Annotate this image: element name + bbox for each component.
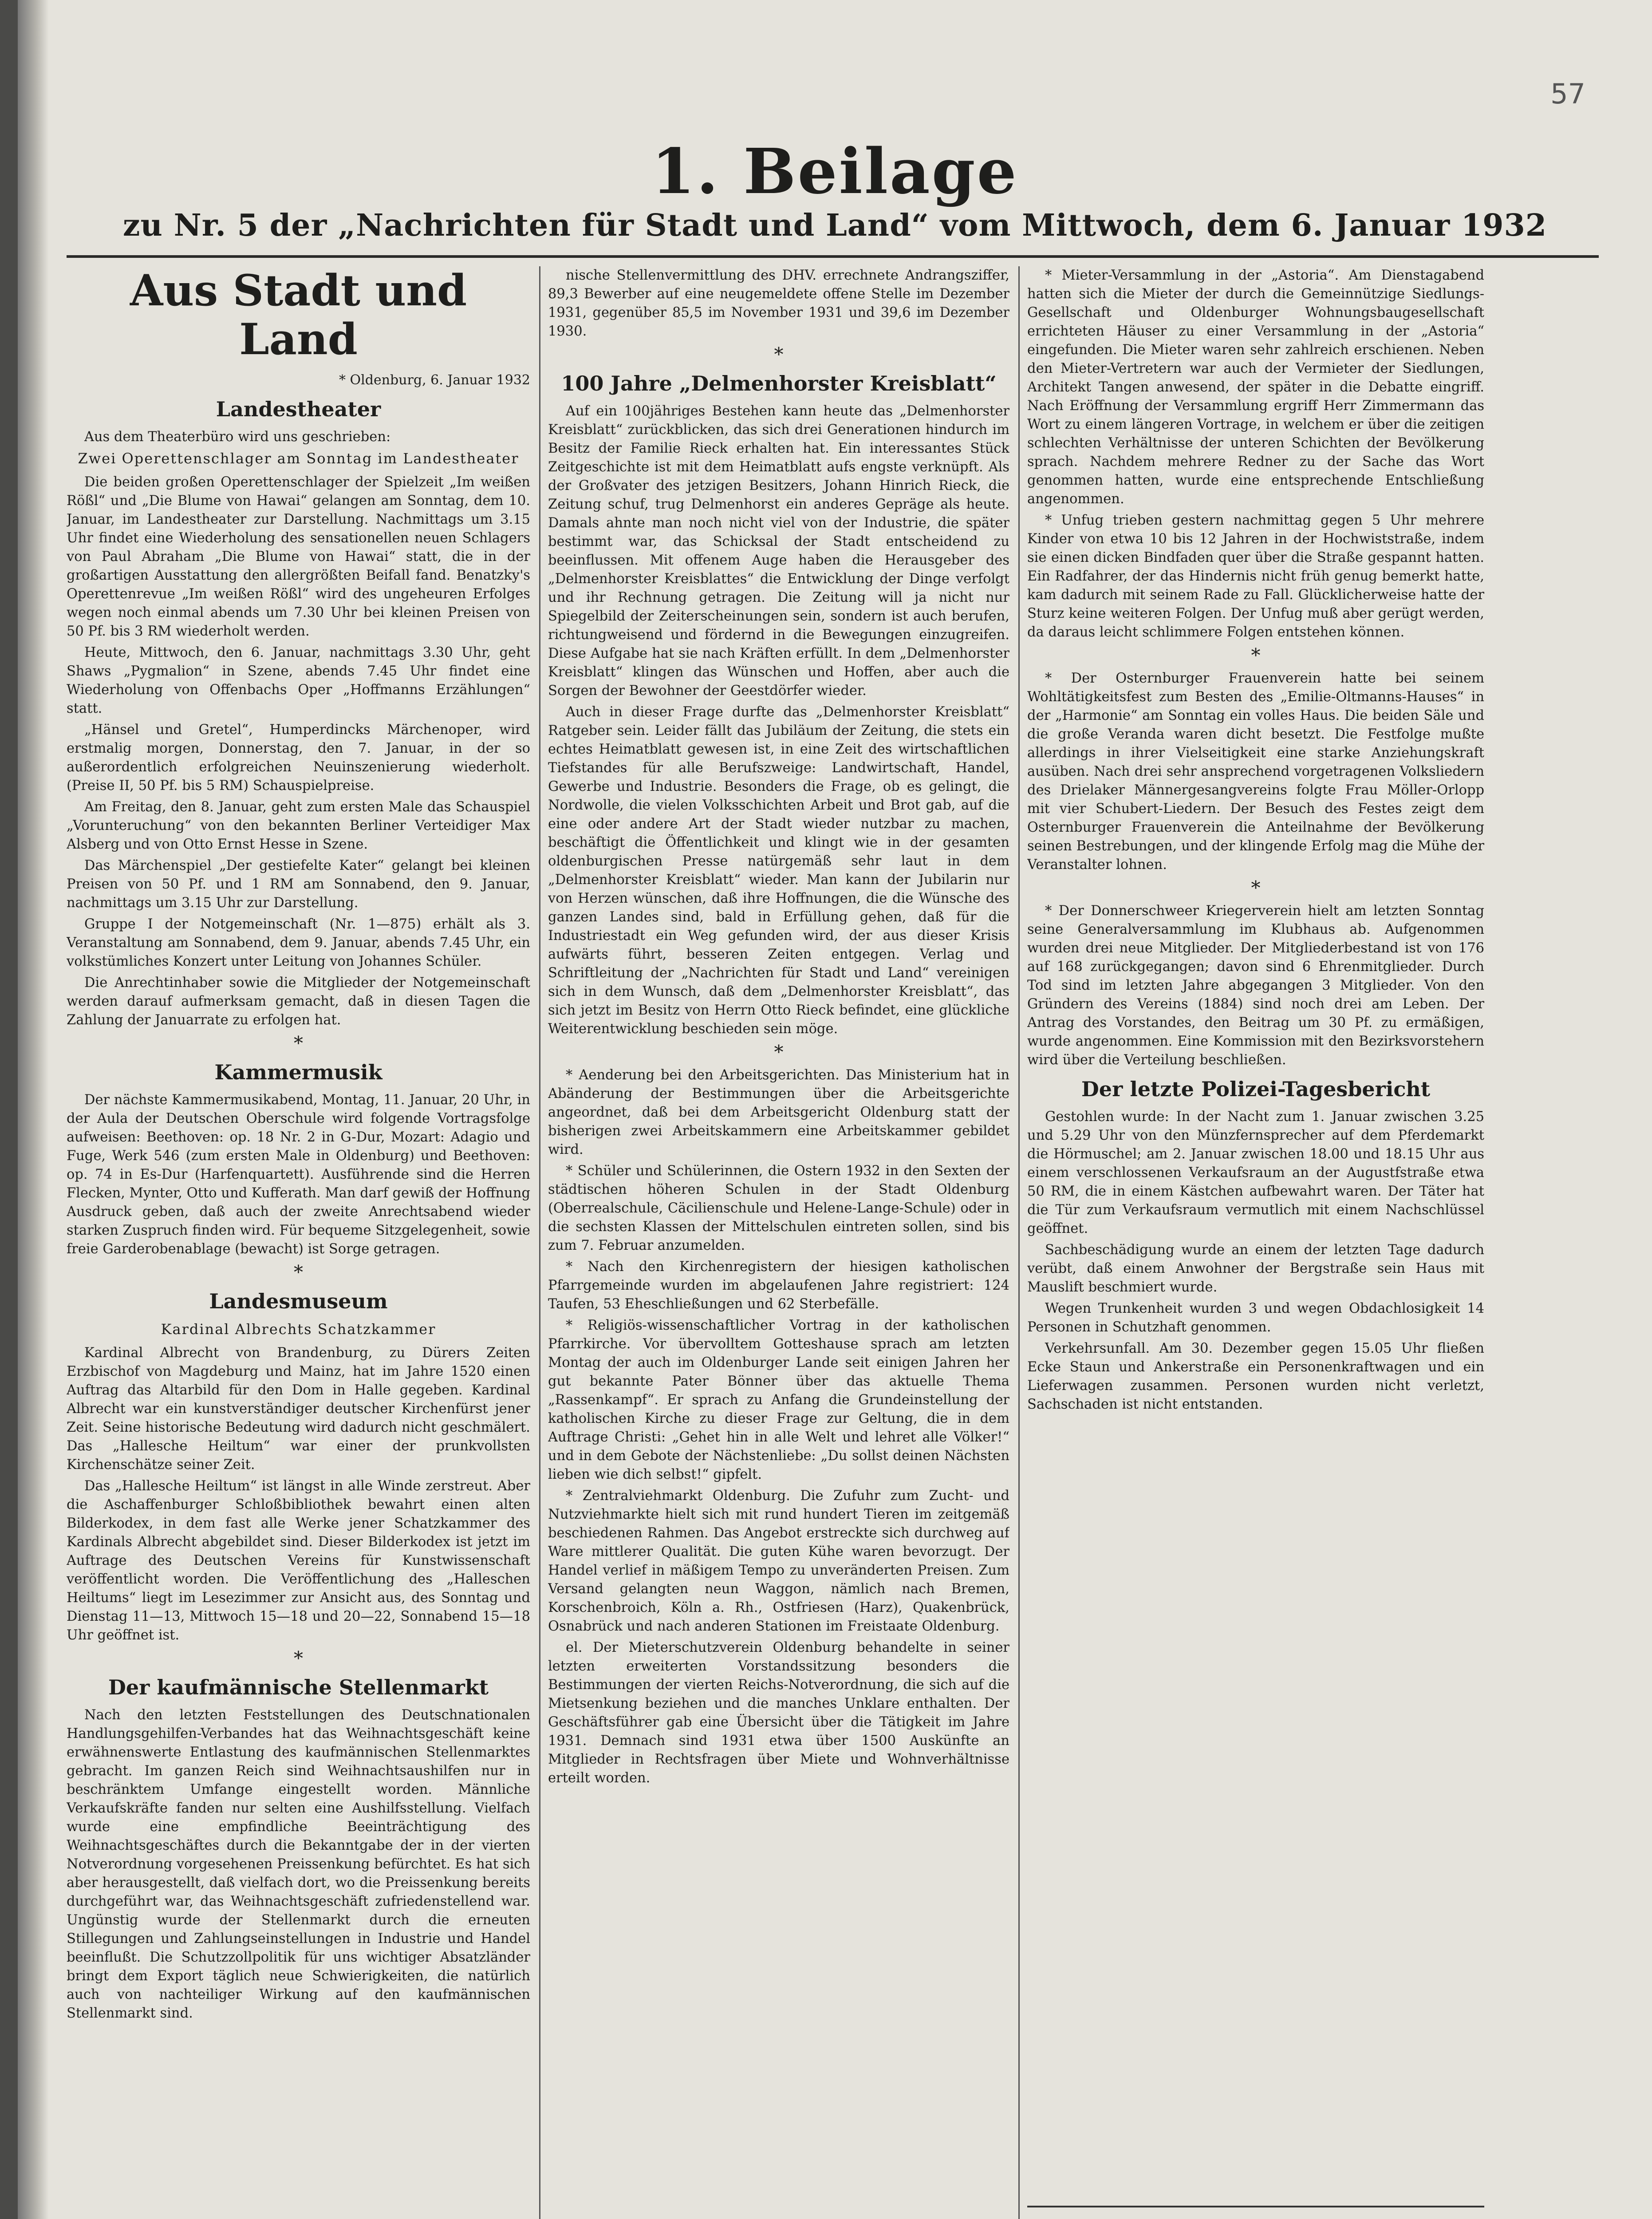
separator-star: *: [294, 1261, 303, 1283]
separator-star: *: [1251, 644, 1261, 666]
article-paragraph: Die beiden großen Operettenschlager der Spielzeit „Im weißen Rößl“ und „Die Blume von Hawai“ gelangen am Sonntag, dem 10. Januar, im Landestheater zur Darstellung. Nachmittags um 3.15 Uhr findet eine Wiederholung des sensationellen neuen Schlagers von Paul Abraham „Die Blume von Hawai“ statt, die in der großartigen Ausstattung den allergrößten Beifall fand. Benatzky's Operettenrevue „Im weißen Rößl“ wird des ungeheuren Erfolges wegen noch einmal abends um 7.30 Uhr bei kleinen Preisen von 50 Pf. bis 3 RM wiederholt werden.: [67, 474, 530, 639]
article-paragraph: Auch in dieser Frage durfte das „Delmenhorster Kreisblatt“ Ratgeber sein. Leider fällt das Jubiläum der Zeitung, die stets ein echtes Heimatblatt gewesen ist, in eine Zeit des wirtschaftlichen Tiefstandes für alle Berufszweige: Landwirtschaft, Handel, Gewerbe und Industrie. Besonders die Frage, ob es gelingt, die Nordwolle, die vielen Volksschichten Arbeit und Brot gab, auf die eine oder andere Art der Stadt wieder nutzbar zu machen, beschäftigt die Öffentlichkeit und klingt wie in der gesamten oldenburgischen Presse natürgemäß sehr laut in dem „Delmenhorster Kreisblatt“ wieder. Man kann der Jubilarin nur von Herzen wünschen, daß ihre Hoffnungen, die die Wünsche des ganzen Landes sind, bald in Erfüllung gehen, daß für die Industriestadt ein Weg gefunden wird, der aus dieser Krisis aufwärts führt, besseren Zeiten entgegen. Verlag und Schriftleitung der „Nachrichten für Stadt und Land“ vereinigen sich in dem Wunsch, daß dem „Delmenhorster Kreisblatt“, das sich jetzt im Besitz von Herrn Otto Rieck befindet, eine glückliche Weiterentwicklung beschieden sein möge.: [548, 704, 1009, 1037]
article-paragraph: Der nächste Kammermusikabend, Montag, 11. Januar, 20 Uhr, in der Aula der Deutschen Oberschule wird folgende Vortragsfolge aufweisen: Beethoven: op. 18 Nr. 2 in G-Dur, Mozart: Adagio und Fuge, Werk 546 (zum ersten Male in Oldenburg) und Beethoven: op. 74 in Es-Dur (Harfenquartett). Ausführende sind die Herren Flecken, Mynter, Otto und Kufferath. Man darf gewiß der Hoffnung Ausdruck geben, daß auch der zweite Anrechtsabend wieder starken Zuspruch finden wird. Für bequeme Sitzgelegenheit, sowie freie Garderobenablage (bewacht) ist Sorge getragen.: [67, 1092, 530, 1257]
heading-stellenmarkt: Der kaufmännische Stellenmarkt: [108, 1675, 489, 1699]
article-paragraph: Gestohlen wurde: In der Nacht zum 1. Januar zwischen 3.25 und 5.29 Uhr von den Münzfernsprecher auf dem Pferdemarkt die Hörmuschel; am 2. Januar zwischen 18.00 und 18.15 Uhr aus einem verschlossenen Verkaufsraum an der Augustfstraße etwa 50 RM, die in einem Kästchen aufbewahrt waren. Der Täter hat die Tür zum Verkaufsraum vermutlich mit einem Nachschlüssel geöffnet.: [1027, 1109, 1484, 1236]
article-paragraph: el. Der Mieterschutzverein Oldenburg behandelte in seiner letzten erweiterten Vorstandssitzung besonders die Bestimmungen der vierten Reichs-Notverordnung, die sich auf die Mietsenkung beziehen und die manches Unklare enthalten. Der Geschäftsführer gab eine Übersicht über die Tätigkeit im Jahre 1931. Demnach sind 1931 etwa über 1500 Auskünfte an Mitglieder in Rechtsfragen über Miete und Wohnverhältnisse erteilt worden.: [548, 1640, 1009, 1786]
article-paragraph: Sachbeschädigung wurde an einem der letzten Tage dadurch verübt, daß einem Anwohner der Bergstraße sein Haus mit Mauslift beschmiert wurde.: [1027, 1242, 1484, 1295]
section-title: Aus Stadt und Land: [130, 266, 467, 364]
article-paragraph: „Hänsel und Gretel“, Humperdincks Märchenoper, wird erstmalig morgen, Donnerstag, den 7. Januar, in der so außerordentlich erfolgreichen Neuinszenierung wiederholt. (Preise II, 50 Pf. bis 5 RM) Schauspielpreise.: [67, 722, 530, 794]
article-paragraph: * Nach den Kirchenregistern der hiesigen katholischen Pfarrgemeinde wurden im abgelaufenen Jahre registriert: 124 Taufen, 53 Eheschließungen und 62 Sterbefälle.: [548, 1259, 1009, 1312]
page-binding-edge: [18, 0, 49, 2219]
heading-kammermusik: Kammermusik: [214, 1060, 382, 1084]
separator-star: *: [1251, 877, 1261, 899]
separator-star: *: [294, 1032, 303, 1054]
page-number: 57: [1550, 78, 1585, 110]
column-1: [67, 266, 530, 2219]
article-paragraph: * Unfug trieben gestern nachmittag gegen 5 Uhr mehrere Kinder von etwa 10 bis 12 Jahren in der Hochwiststraße, indem sie einen dicken Bindfaden quer über die Straße gespannt hatten. Ein Radfahrer, der das Hindernis nicht früh genug bemerkt hatte, kam dadurch mit seinem Rade zu Fall. Glücklicherweise hatte der Sturz keine weiteren Folgen. Der Unfug muß aber gerügt werden, da daraus leicht schlimmere Folgen entstehen können.: [1027, 513, 1484, 640]
supplement-title: 1. Beilage: [651, 135, 1018, 208]
column-divider: [1018, 266, 1020, 2219]
article-paragraph: * Zentralviehmarkt Oldenburg. Die Zufuhr zum Zucht- und Nutzviehmarkte hielt sich mit rund hundert Tieren im zeitgemäß beschiedenen Rahmen. Das Angebot erstreckte sich durchweg auf Ware mittlerer Qualität. Die guten Kühe waren bevorzugt. Der Handel verlief in mäßigem Tempo zu unveränderten Preisen. Zum Versand gelangten neun Waggon, nämlich nach Bremen, Korschenbroich, Köln a. Rh., Ostfriesen (Harz), Quakenbrück, Osnabrück und nach anderen Stationen im Freistaate Oldenburg.: [548, 1488, 1009, 1634]
dateline: * Oldenburg, 6. Januar 1932: [339, 372, 530, 388]
newspaper-page: [18, 0, 1652, 2219]
header-rule: [67, 255, 1599, 258]
article-paragraph: Kardinal Albrecht von Brandenburg, zu Dürers Zeiten Erzbischof von Magdeburg und Mainz, hat im Jahre 1520 einen Auftrag das Altarbild für den Dom in Halle gegeben. Kardinal Albrecht war ein kunstverständiger deutscher Kirchenfürst jener Zeit. Seine historische Bedeutung wird dadurch nicht geschmälert. Das „Hallesche Heiltum“ war einer der prunkvollsten Kirchenschätze seiner Zeit.: [67, 1345, 530, 1473]
article-paragraph: Die Anrechtinhaber sowie die Mitglieder der Notgemeinschaft werden darauf aufmerksam gemacht, daß in diesen Tagen die Zahlung der Januarrate zu erfolgen hat.: [67, 975, 530, 1028]
article-paragraph: Das „Hallesche Heiltum“ ist längst in alle Winde zerstreut. Aber die Aschaffenburger Schloßbibliothek bewahrt einen alten Bilderkodex, in dem fast alle Werke jener Schatzkammer des Kardinals Albrecht abgebildet sind. Dieser Bilderkodex ist jetzt im Auftrage des Deutschen Vereins für Kunstwissenschaft veröffentlicht worden. Die Veröffentlichung des „Halleschen Heiltums“ liegt im Lesezimmer zur Ansicht aus, des Sonntag und Dienstag 11—13, Mittwoch 15—18 und 20—22, Sonnabend 15—18 Uhr geöffnet ist.: [67, 1478, 530, 1643]
heading-kreisblatt: 100 Jahre „Delmenhorster Kreisblatt“: [561, 371, 997, 395]
separator-star: *: [774, 1041, 784, 1063]
supplement-subtitle: zu Nr. 5 der „Nachrichten für Stadt und Land“ vom Mittwoch, dem 6. Januar 1932: [122, 208, 1547, 243]
article-paragraph: * Der Donnerschweer Kriegerverein hielt am letzten Sonntag seine Generalversammlung im Klubhaus ab. Aufgenommen wurden drei neue Mitglieder. Der Mitgliederbestand ist von 176 auf 168 zurückgegangen; davon sind 6 Ehrenmitglieder. Durch Tod sind im letzten Jahre abgegangen 3 Mitglieder. Von den Gründern des Vereins (1884) sind noch drei am Leben. Der Antrag des Vorstandes, den Beitrag um 30 Pf. zu ermäßigen, wurde angenommen. Eine Kommission mit den Bezirksvorstehern wird über die Verteilung beschließen.: [1027, 903, 1484, 1068]
article-paragraph: * Der Osternburger Frauenverein hatte bei seinem Wohltätigkeitsfest zum Besten des „Emilie-Oltmanns-Hauses“ in der „Harmonie“ am Sonntag ein volles Haus. Die beiden Säle und die große Veranda waren dicht besetzt. Die Festfolge mußte allerdings in ihrer Vielseitigkeit eine starke Anziehungskraft ausüben. Nach drei sehr ansprechend vorgetragenen Volksliedern des Drielaker Männergesangvereins folgte Frau Möller-Orlopp mit vier Schubert-Liedern. Der Besuch des Festes zeigt dem Osternburger Frauenverein die Anteilnahme der Bevölkerung seinen Bestrebungen, und der klingende Erfolg mag die Mühe der Veranstalter lohnen.: [1027, 671, 1484, 873]
article-paragraph: * Aenderung bei den Arbeitsgerichten. Das Ministerium hat in Abänderung der Bestimmungen über die Arbeitsgerichte angeordnet, daß bei dem Arbeitsgericht Oldenburg statt der bisherigen zwei Arbeitskammern eine Arbeitskammer gebildet wird.: [548, 1067, 1009, 1157]
article-paragraph: * Religiös-wissenschaftlicher Vortrag in der katholischen Pfarrkirche. Vor übervolltem Gotteshause sprach am letzten Montag der auch im Oldenburger Lande seit einigen Jahren her gut bekannte Pater Bönner über das aktuelle Thema „Rassenkampf“. Er sprach zu Anfang die Grundeinstellung der katholischen Kirche zu dieser Frage zur Geltung, die in dem Auftrage Christi: „Gehet hin in alle Welt und lehret alle Völker!“ und in dem Gebote der Nächstenliebe: „Du sollst deinen Nächsten lieben wie dich selbst!“ gipfelt.: [548, 1318, 1009, 1482]
article-subheading: Zwei Operettenschlager am Sonntag im Landestheater: [78, 450, 519, 467]
column-3: [1027, 266, 1484, 2199]
article-paragraph: Das Märchenspiel „Der gestiefelte Kater“ gelangt bei kleinen Preisen von 50 Pf. und 1 RM am Sonnabend, den 9. Januar, nachmittags um 3.15 Uhr zur Darstellung.: [67, 858, 530, 911]
article-paragraph: Nach den letzten Feststellungen des Deutschnationalen Handlungsgehilfen-Verbandes hat das Weihnachtsgeschäft keine erwähnenswerte Entlastung des kaufmännischen Stellenmarktes gebracht. Im ganzen Reich sind Weihnachtsaushilfen nur in beschränktem Umfange eingestellt worden. Männliche Verkaufskräfte fanden nur selten eine Aushilfsstellung. Vielfach wurde eine empfindliche Beeinträchtigung des Weihnachtsgeschäftes durch die Bekanntgabe der in der vierten Notverordnung vorgesehenen Preissenkung befürchtet. Es hat sich aber herausgestellt, daß vielfach dort, wo die Preissenkung bereits durchgeführt war, das Weihnachtsgeschäft zufriedenstellend war. Ungünstig wurde der Stellenmarkt durch die erneuten Stillegungen und Zahlungseinstellungen in Industrie und Handel beeinflußt. Die Schutzzollpolitik für uns wichtiger Absatzländer bringt dem Export täglich neue Schwierigkeiten, die natürlich auch von nachteiliger Wirkung auf den kaufmännischen Stellenmarkt sind.: [67, 1707, 530, 2021]
article-paragraph: Wegen Trunkenheit wurden 3 und wegen Obdachlosigkeit 14 Personen in Schutzhaft genommen.: [1027, 1301, 1484, 1335]
article-paragraph: * Mieter-Versammlung in der „Astoria“. Am Dienstagabend hatten sich die Mieter der durch die Gemeinnützige Siedlungs-Gesellschaft und Oldenburger Wohnungsbaugesellschaft errichteten Häuser zu einer Versammlung in der „Astoria“ eingefunden. Die Mieter waren sehr zahlreich erschienen. Neben den Mieter-Vertretern war auch der Vermieter der Siedlungen, Architekt Tangen anwesend, der später in die Debatte eingriff. Nach Eröffnung der Versammlung ergriff Herr Zimmermann das Wort zu einem längeren Vortrage, in welchem er über die zeitigen schlechten Verhältnisse der unteren Schichten der Bevölkerung sprach. Nachdem mehrere Redner zu der Sache das Wort genommen hatten, wurde eine entsprechende Entschließung angenommen.: [1027, 268, 1484, 507]
article-paragraph: Aus dem Theaterbüro wird uns geschrieben:: [84, 429, 391, 445]
article-subheading: Kardinal Albrechts Schatzkammer: [161, 1321, 436, 1338]
article-paragraph: Heute, Mittwoch, den 6. Januar, nachmittags 3.30 Uhr, geht Shaws „Pygmalion“ in Szene, abends 7.45 Uhr findet eine Wiederholung von Offenbachs Oper „Hoffmanns Erzählungen“ statt.: [67, 645, 530, 716]
wybert-advertisement: [1027, 2206, 1484, 2219]
column-divider: [539, 266, 540, 2219]
column-2: [548, 266, 1009, 2219]
article-paragraph: nische Stellenvermittlung des DHV. errechnete Andrangsziffer, 89,3 Bewerber auf eine neugemeldete offene Stelle im Dezember 1931, gegenüber 85,5 im November 1931 und 39,6 im Dezember 1930.: [548, 268, 1009, 339]
article-paragraph: * Schüler und Schülerinnen, die Ostern 1932 in den Sexten der städtischen höheren Schulen in der Stadt Oldenburg (Oberrealschule, Cäcilienschule und Helene-Lange-Schule) oder in die sechsten Klassen der Mittelschulen eintreten sollen, sind bis zum 7. Februar anzumelden.: [548, 1163, 1009, 1253]
article-paragraph: Gruppe I der Notgemeinschaft (Nr. 1—875) erhält als 3. Veranstaltung am Sonnabend, dem 9. Januar, abends 7.45 Uhr, ein volkstümliches Konzert unter Leitung von Johannes Schüler.: [67, 916, 530, 969]
article-paragraph: Auf ein 100jähriges Bestehen kann heute das „Delmenhorster Kreisblatt“ zurückblicken, das sich drei Generationen hindurch im Besitz der Familie Rieck erhalten hat. Ein interessantes Stück Zeitgeschichte ist mit dem Heimatblatt aufs engste verknüpft. Als der Großvater des jetzigen Besitzers, Johann Hinrich Rieck, die Zeitung schuf, trug Delmenhorst ein anderes Gepräge als heute. Damals ahnte man noch nicht viel von der Industrie, die später bestimmt war, das Schicksal der Stadt entscheidend zu beeinflussen. Mit offenem Auge haben die Herausgeber des „Delmenhorster Kreisblattes“ die Entwicklung der Dinge verfolgt und ihr Rechnung getragen. Die Zeitung will ja nicht nur Spiegelbild der Zeiterscheinungen sein, sondern ist auch berufen, richtungweisend und fördernd in die Bewegungen einzugreifen. Diese Aufgabe hat sie nach Kräften erfüllt. In dem „Delmenhorster Kreisblatt“ klingen das Wünschen und Hoffen, aber auch die Sorgen der Bewohner der Geestdörfer wieder.: [548, 403, 1009, 699]
heading-polizei: Der letzte Polizei-Tagesbericht: [1081, 1077, 1431, 1101]
heading-landestheater: Landestheater: [216, 397, 381, 421]
article-paragraph: Am Freitag, den 8. Januar, geht zum ersten Male das Schauspiel „Vorunteruchung“ von den bekannten Berliner Verteidiger Max Alsberg und von Otto Ernst Hesse in Szene.: [67, 799, 530, 852]
separator-star: *: [774, 344, 784, 365]
article-paragraph: Verkehrsunfall. Am 30. Dezember gegen 15.05 Uhr fließen Ecke Staun und Ankerstraße ein Personenkraftwagen und ein Lieferwagen zusammen. Personen wurden nicht verletzt, Sachschaden ist nicht entstanden.: [1027, 1341, 1484, 1412]
heading-landesmuseum: Landesmuseum: [209, 1289, 388, 1313]
separator-star: *: [294, 1647, 303, 1669]
